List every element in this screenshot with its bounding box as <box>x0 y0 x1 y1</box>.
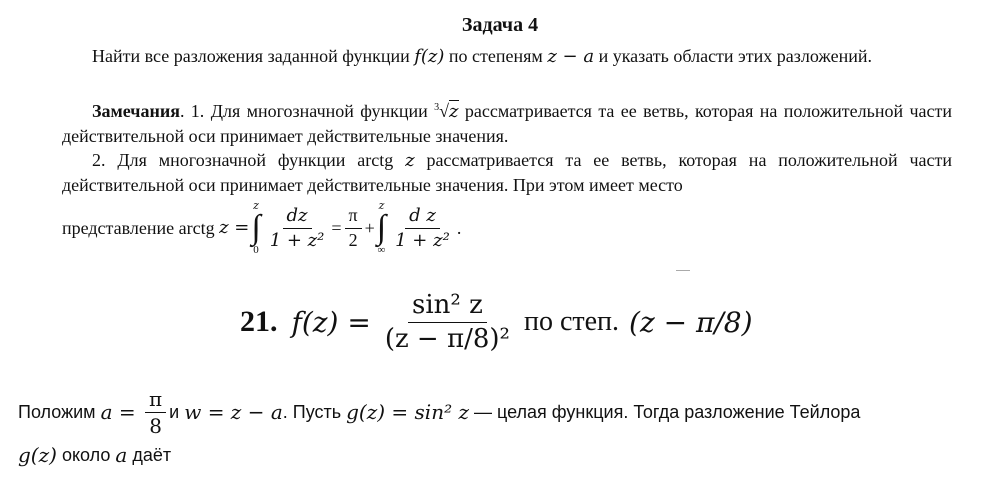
remark-2 <box>62 148 952 197</box>
answer-pi-over-8: $\frac{\pi}{8}$ <box>145 388 166 437</box>
answer-word-polozhim: Положим <box>18 401 96 422</box>
answer-eq: = <box>112 400 142 424</box>
problem-power-base: (z − π/8) <box>629 305 753 339</box>
remark-1 <box>62 96 952 148</box>
answer-word-i: и <box>169 401 180 422</box>
pi-over-two: $\frac{\pi}{2}$ <box>345 206 362 251</box>
remark-2-var: z <box>405 150 415 171</box>
answer-line-2 <box>18 440 171 470</box>
remarks-label: Замечания <box>92 101 180 121</box>
remark-1-text-b: рассматривается та ее ветвь, которая на положительной части действительной оси принимает действительные значения. <box>62 101 953 146</box>
task-text-3: и указать области этих разложений. <box>598 46 872 66</box>
integrand-2: $\frac{\text{d z}}{\text{1 + z²}}$ <box>395 204 450 251</box>
problem-21 <box>240 282 753 362</box>
answer-a: a <box>100 400 113 424</box>
remark-2-number: 2. <box>92 150 106 170</box>
answer-g-def: g(z) = sin² z <box>346 400 469 424</box>
task-text-1: Найти все разложения заданной функции <box>92 46 410 66</box>
remark-1-number: . 1. <box>179 101 205 121</box>
integral-2: z ∫ ∞ <box>376 199 387 256</box>
answer-g: g(z) <box>18 443 57 467</box>
problem-numerator: sin² z <box>408 291 487 323</box>
answer-word-daet: даёт <box>132 444 172 465</box>
answer-a-2: a <box>115 443 128 467</box>
problem-fraction <box>381 291 514 353</box>
task-title: Задача 4 <box>461 14 539 36</box>
arctg-representation <box>62 198 952 258</box>
integrand-1: $\frac{dz}{\text{1 + z²}}$ <box>269 204 325 251</box>
rep-plus: + <box>364 218 375 238</box>
task-func: f(z) <box>414 46 445 67</box>
rep-equals: = <box>331 218 342 238</box>
problem-denominator: (z − π/8)² <box>384 323 510 354</box>
answer-word-pust: . Пусть <box>282 401 342 422</box>
remark-2-text-a: Для многозначной функции arctg <box>117 150 394 170</box>
task-text-2: по степеням <box>448 46 543 66</box>
answer-text-taylor: — целая функция. Тогда разложение Тейлора <box>474 401 861 422</box>
cube-root: $^3$√z <box>434 101 459 122</box>
answer-w-def: w = z − a <box>184 400 283 424</box>
remark-2-text-b: рассматривается та ее ветвь, которая на положительной части действительной оси принимает действительные значения. При этом имеет место <box>62 150 952 195</box>
rep-end: . <box>456 218 462 238</box>
integral-1: z ∫ 0 <box>251 199 261 256</box>
rep-label: представление arctg <box>62 218 215 238</box>
task-statement <box>62 44 952 69</box>
task-expr: z − a <box>547 46 595 67</box>
remark-1-text-a: Для многозначной функции <box>210 101 428 121</box>
scan-mark <box>676 270 690 271</box>
answer-line-1 <box>18 386 860 438</box>
answer-word-okolo: около <box>61 444 111 465</box>
problem-number: 21. <box>240 305 278 338</box>
rep-lhs: z = <box>219 217 250 238</box>
problem-lhs: f(z) = <box>291 305 371 339</box>
problem-text: по степ. <box>523 306 620 337</box>
